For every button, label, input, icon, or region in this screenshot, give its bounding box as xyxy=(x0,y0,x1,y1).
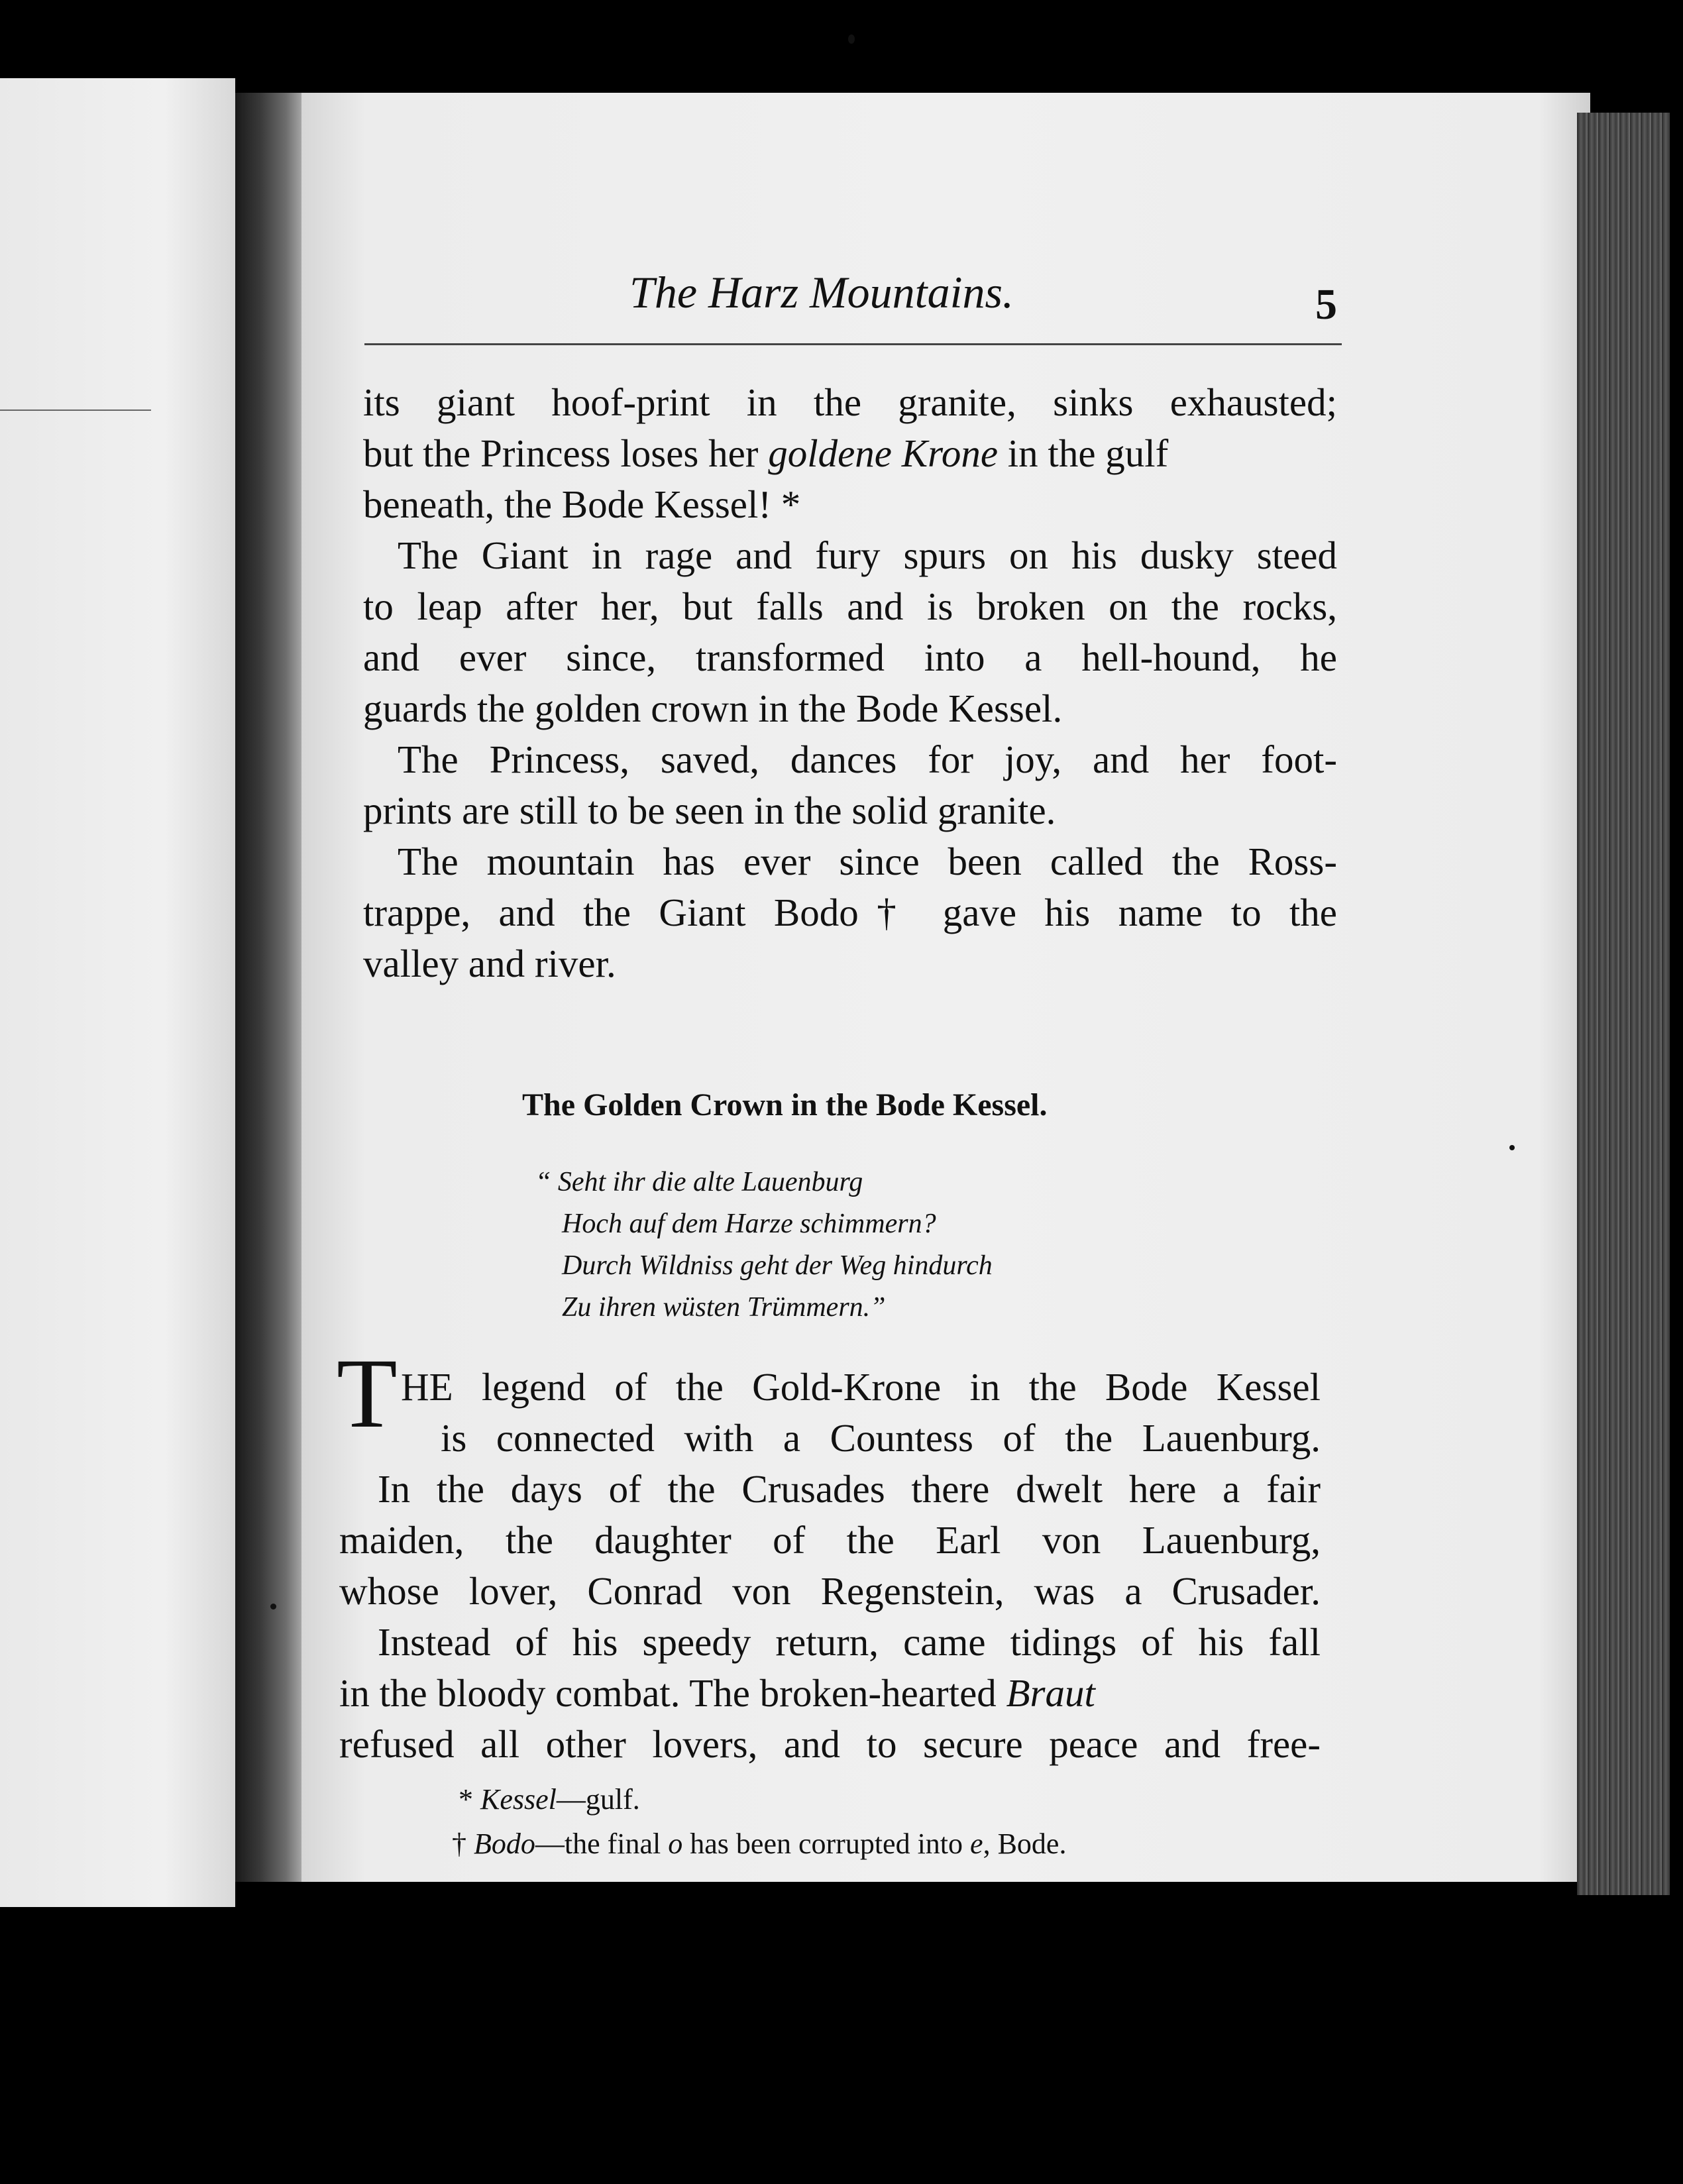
italic-term: Braut xyxy=(1006,1671,1095,1715)
text-line: to leap after her, but falls and is broken on the rocks, xyxy=(363,584,1337,628)
footnote-text: —gulf. xyxy=(556,1783,640,1816)
text-line: and ever since, transformed into a hell-hound, he xyxy=(363,635,1337,679)
footnote-term: Bodo xyxy=(474,1828,535,1860)
text-line: The Princess, saved, dances for joy, and her foot- xyxy=(398,737,1337,781)
page-edge xyxy=(1577,113,1670,1895)
text-line: In the days of the Crusades there dwelt here a fair xyxy=(378,1467,1321,1511)
footnote-mark: * xyxy=(459,1783,480,1816)
text-segment: in the bloody combat. The broken-hearted xyxy=(339,1671,1006,1715)
text-line: beneath, the Bode Kessel! * xyxy=(363,482,801,526)
scan-speck xyxy=(1509,1145,1515,1150)
verse-line: “ Seht ihr die alte Lauenburg xyxy=(535,1167,863,1197)
text-line: The mountain has ever since been called the Ross- xyxy=(398,840,1337,883)
header-rule xyxy=(364,343,1342,345)
drop-cap: T xyxy=(337,1338,398,1448)
text-line: is connected with a Countess of the Lauenburg. xyxy=(441,1416,1321,1460)
footnote-text: has been corrupted into xyxy=(682,1828,971,1860)
verse-line: Zu ihren wüsten Trümmern.” xyxy=(562,1292,886,1323)
text-line: whose lover, Conrad von Regenstein, was a Crusader. xyxy=(339,1569,1321,1613)
book-page xyxy=(301,93,1590,1882)
text-line: Instead of his speedy return, came tidings of his fall xyxy=(378,1620,1321,1664)
text-line xyxy=(363,431,1337,475)
footnote xyxy=(452,1827,1066,1861)
footnote-term: Kessel xyxy=(480,1783,557,1816)
page-number: 5 xyxy=(1315,280,1337,329)
footnote-mark: † xyxy=(452,1828,474,1860)
running-header-title: The Harz Mountains. xyxy=(629,267,1014,317)
verse-line: Durch Wildniss geht der Weg hindurch xyxy=(562,1250,993,1281)
footnote-letter: e xyxy=(970,1828,983,1860)
text-segment: but the Princess loses her xyxy=(363,431,769,475)
footnote-text: , Bode. xyxy=(983,1828,1067,1860)
text-line: valley and river. xyxy=(363,942,616,985)
text-line: refused all other lovers, and to secure peace and free- xyxy=(339,1722,1321,1766)
text-line: HE legend of the Gold-Krone in the Bode Kessel xyxy=(401,1365,1321,1409)
scan-speck xyxy=(848,34,855,44)
text-line: maiden, the daughter of the Earl von Lauenburg, xyxy=(339,1518,1321,1562)
book-gutter xyxy=(235,93,308,1882)
text-line: trappe, and the Giant Bodo† gave his name to the xyxy=(363,891,1337,934)
section-title: The Golden Crown in the Bode Kessel. xyxy=(522,1087,1048,1122)
text-line: its giant hoof-print in the granite, sinks exhausted; xyxy=(363,380,1337,424)
text-line xyxy=(339,1671,1321,1715)
left-facing-page xyxy=(0,78,235,1907)
scan-speck xyxy=(270,1604,276,1610)
text-line: The Giant in rage and fury spurs on his dusky steed xyxy=(398,533,1337,577)
text-segment: in the gulf xyxy=(998,431,1169,475)
italic-term: goldene Krone xyxy=(768,431,999,475)
text-line: guards the golden crown in the Bode Kessel. xyxy=(363,686,1063,730)
left-page-header-rule xyxy=(0,410,151,411)
verse-line: Hoch auf dem Harze schimmern? xyxy=(562,1209,936,1239)
footnote xyxy=(459,1782,640,1816)
footnote-letter: o xyxy=(668,1828,683,1860)
text-line: prints are still to be seen in the solid granite. xyxy=(363,789,1056,832)
footnote-text: —the final xyxy=(535,1828,669,1860)
